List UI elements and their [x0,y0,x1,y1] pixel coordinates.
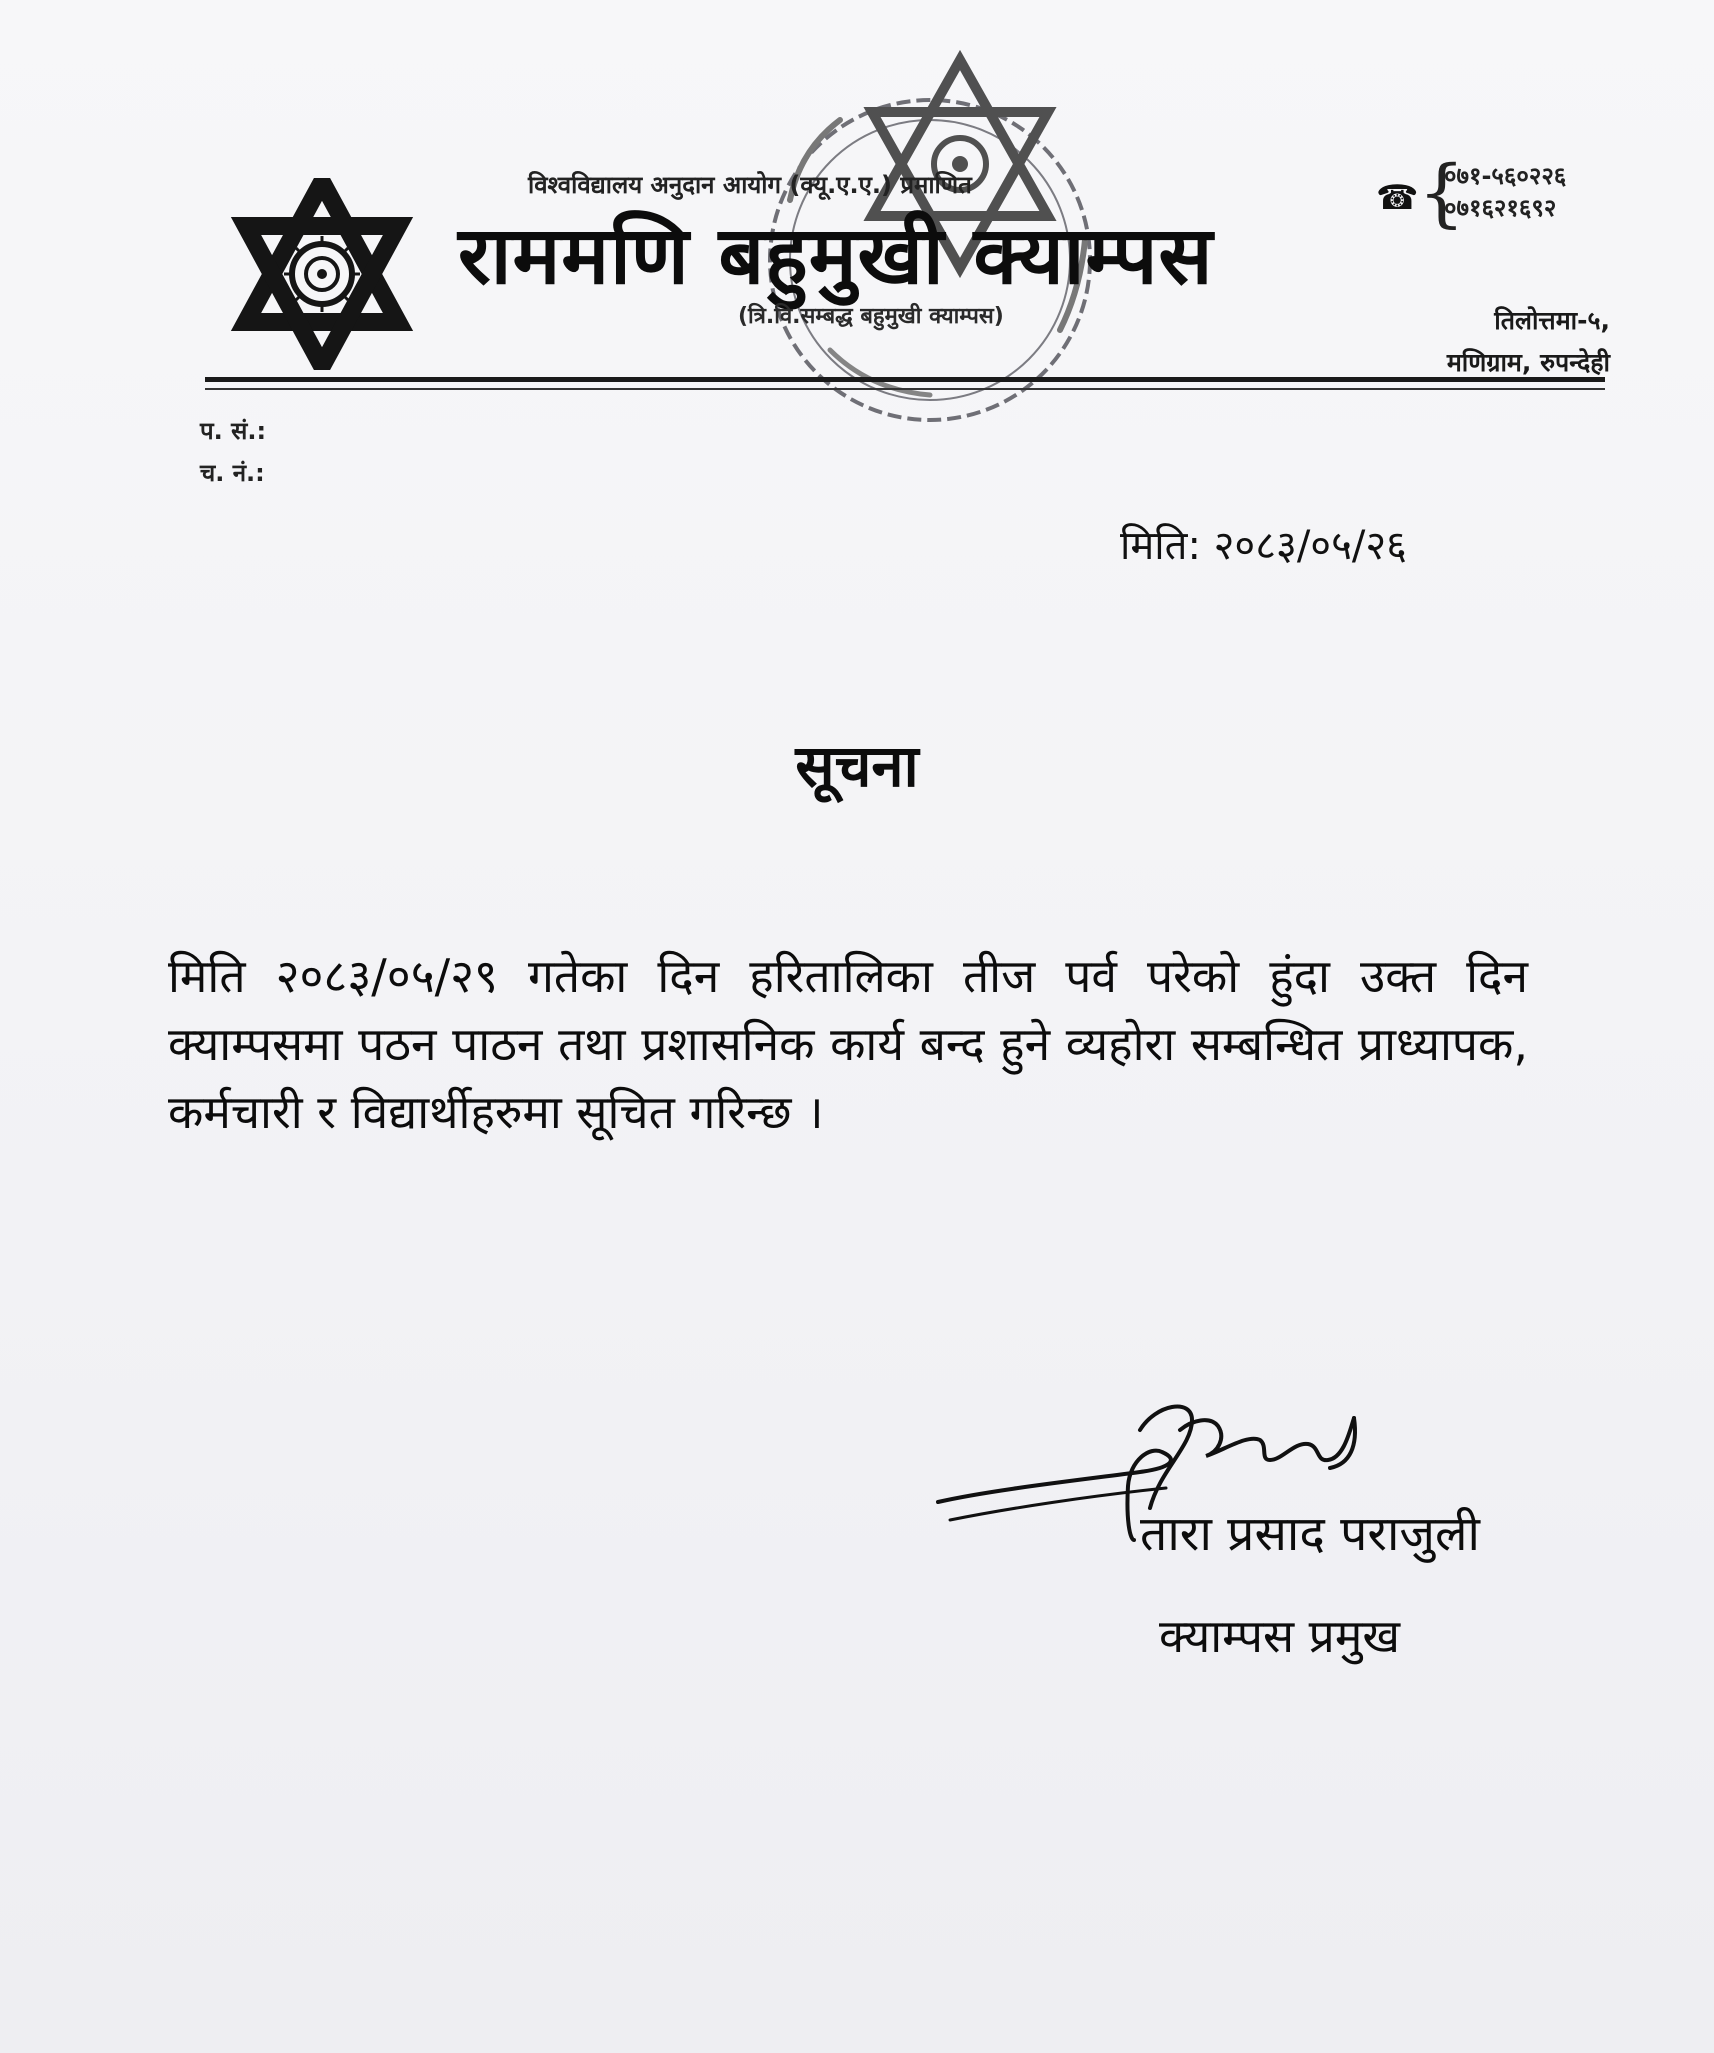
reference-labels [200,410,266,494]
college-name: राममणि बहुमुखी क्याम्पस [458,209,1214,302]
notice-title: सूचना [795,732,919,800]
notice-body: मिति २०८३/०५/२९ गतेका दिन हरितालिका तीज पर्व परेको हुंदा उक्त दिन क्याम्पसमा पठन पाठन तथा प्रशासनिक कार्य बन्द हुने व्यहोरा सम्बन्धित प्राध्यापक, कर्मचारी र विद्यार्थीहरुमा सूचित गरिन्छ । [168,949,1528,1139]
address-block [1390,300,1610,384]
phone-number-2: ०७१६२१६९२ [1444,194,1557,222]
phone-icon: ☎ [1376,178,1419,218]
signer-name: तारा प्रसाद पराजुली [1140,1506,1480,1562]
affiliation-line: (त्रि.वि.सम्बद्ध बहुमुखी क्याम्पस) [738,304,1004,329]
address-line-1: तिलोत्तमा-५, [1494,306,1610,335]
letterhead-divider-thin [205,388,1605,390]
phone-brace: { [1418,150,1466,236]
ref-label-chalani-number: च. नं.: [200,459,265,487]
date-line: मिति: २०८३/०५/२६ [1120,523,1407,569]
accreditation-line: विश्वविद्यालय अनुदान आयोग (क्यू.ए.ए.) प्रमाणित [528,171,972,199]
phone-numbers [1444,160,1566,224]
address-line-2: मणिग्राम, रुपन्देही [1446,348,1610,377]
star-logo-icon [222,178,422,370]
ref-label-patra-sankhya: प. सं.: [200,417,267,445]
letterhead-divider [205,377,1605,382]
phone-number-1: ०७१-५६०२२६ [1444,162,1567,190]
signer-title: क्याम्पस प्रमुख [1158,1609,1400,1663]
